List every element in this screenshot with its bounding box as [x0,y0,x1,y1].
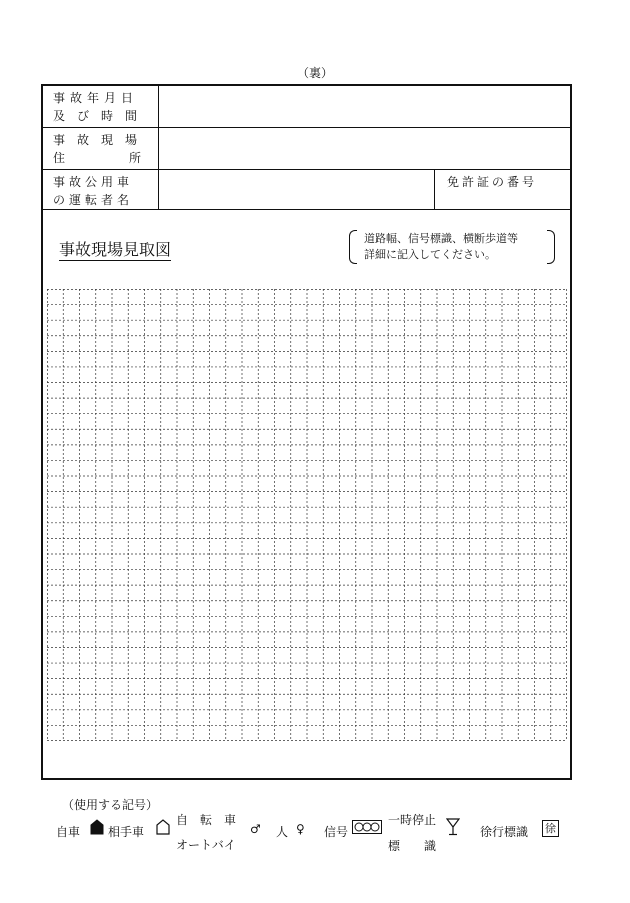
bracket-right [547,230,555,264]
license-divider [434,170,435,209]
label-char: 住 [53,151,66,165]
legend-person-label: 人 [276,825,289,839]
accident-datetime-label [43,86,159,127]
male-symbol-icon: ♂ [250,822,261,836]
accident-report-form [41,84,572,780]
sketch-title: 事故現場見取図 [59,240,172,259]
label-line: 事故現場 [53,133,150,147]
accident-location-row [43,128,570,170]
stop-sign-icon [446,818,460,836]
legend-title: （使用する記号） [62,798,159,812]
traffic-signal-icon [352,820,382,834]
label-line: 及び時間 [53,109,150,123]
legend-other-car-label: 相手車 [108,825,145,839]
sketch-grid[interactable] [47,289,567,741]
bracket-left [349,230,357,264]
label-line [53,149,141,166]
slow-sign-text: 徐 [545,822,556,835]
legend-slow-label: 徐行標識 [480,825,529,839]
label-char: 所 [129,151,142,165]
legend-signal-label: 信号 [324,825,349,839]
page-label: （裏） [296,66,333,80]
accident-location-field[interactable] [159,128,570,169]
legend-own-car-label: 自車 [56,825,81,839]
label-line: 事故公用車 [53,175,134,189]
legend-motorcycle-label: オートバイ [176,838,236,852]
note-line: 詳細に記入してください。 [364,248,496,261]
legend-bicycle-label: 自 転 車 [176,813,237,827]
female-symbol-icon: ♀ [296,822,305,836]
accident-datetime-field[interactable] [159,86,570,127]
driver-name-label [43,170,159,209]
accident-location-label [43,128,159,169]
legend-stop-line1: 一時停止 [388,813,437,827]
label-line: 事故年月日 [53,91,139,105]
driver-name-row [43,170,570,210]
other-car-icon [156,819,170,835]
label-line: の運転者名 [53,193,134,207]
accident-datetime-row [43,86,570,128]
license-number-label: 免許証の番号 [447,175,538,189]
sketch-instruction-note [349,230,555,264]
legend-stop-line2: 標 識 [388,839,437,853]
note-line: 道路幅、信号標識、横断歩道等 [364,232,518,245]
slow-sign-icon [542,820,559,837]
own-car-icon [90,819,104,835]
